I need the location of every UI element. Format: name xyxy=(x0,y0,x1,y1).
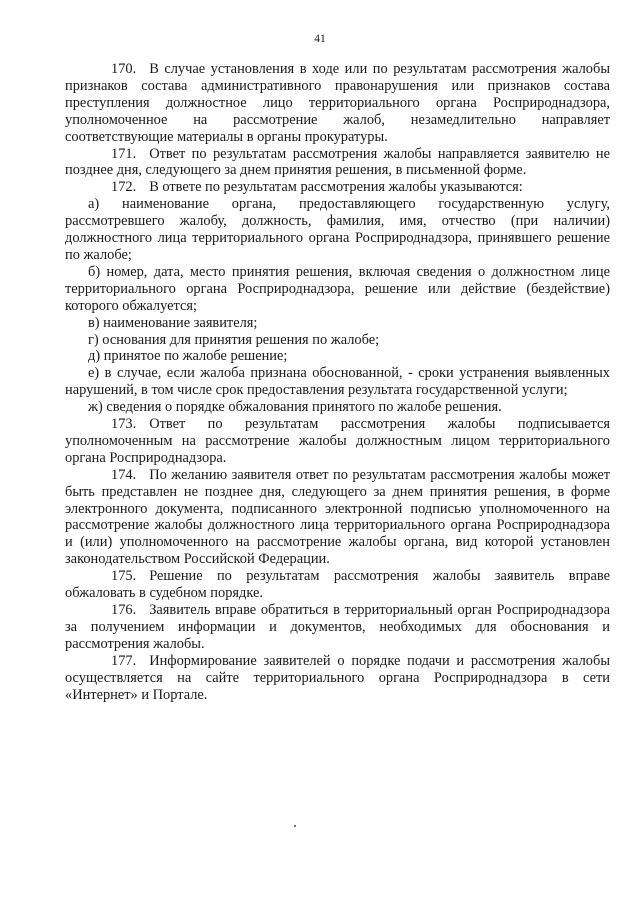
list-item-e xyxy=(65,365,610,399)
paragraph-text: Решение по результатам рассмотрения жалобы заявитель вправе обжаловать в судебном порядке. xyxy=(65,568,610,602)
paragraph-number: 177. xyxy=(111,652,137,669)
paragraph-number: 174. xyxy=(111,466,137,483)
list-item-a xyxy=(65,196,610,264)
scan-speck xyxy=(294,825,296,827)
list-item-b xyxy=(65,264,610,315)
paragraph-176 xyxy=(65,602,610,653)
paragraph-175 xyxy=(65,568,610,602)
paragraph-number: 170. xyxy=(111,61,137,77)
paragraph-number: 176. xyxy=(111,602,137,618)
paragraph-text: Ответ по результатам рассмотрения жалобы подписывается уполномоченным на рассмотрение жалобы должностным лицом территориального органа Росприроднадзора. xyxy=(65,416,610,466)
paragraph-173 xyxy=(65,416,610,467)
list-item-text: г) основания для принятия решения по жалобе; xyxy=(88,331,380,348)
page-number: 41 xyxy=(314,33,326,45)
paragraph-170 xyxy=(65,61,610,146)
list-item-d xyxy=(65,348,610,365)
list-item-text: д) принятое по жалобе решение; xyxy=(88,348,288,365)
paragraph-text: Информирование заявителей о порядке подачи и рассмотрения жалобы осуществляется на сайте территориального органа Росприроднадзора в сети «Интернет» и Портале. xyxy=(65,652,610,703)
document-body xyxy=(65,61,610,703)
paragraph-number: 175. xyxy=(111,568,137,585)
list-item-text: в) наименование заявителя; xyxy=(88,314,258,331)
list-item-zh xyxy=(65,399,610,416)
paragraph-text: Заявитель вправе обратиться в территориальный орган Росприроднадзора за получением информации и документов, необходимых для обоснования и рассмотрения жалобы. xyxy=(65,602,610,652)
paragraph-172 xyxy=(65,179,610,196)
list-item-text: ж) сведения о порядке обжалования принятого по жалобе решения. xyxy=(88,399,502,416)
paragraph-171 xyxy=(65,146,610,180)
list-item-text: б) номер, дата, место принятия решения, включая сведения о должностном лице территориального органа Росприроднадзора, решение или действие (бездействие) которого обжалуется; xyxy=(65,263,610,314)
list-item-v xyxy=(65,315,610,332)
list-item-g xyxy=(65,332,610,349)
paragraph-text: В случае установления в ходе или по результатам рассмотрения жалобы признаков состава административного правонарушения или признаков состава преступления должностное лицо территориального органа Росприроднадзора, уполномоченное на рассмотрение жалоб, незамедлительно направляет соответствующие материалы в органы прокуратуры. xyxy=(65,61,610,145)
paragraph-text: По желанию заявителя ответ по результатам рассмотрения жалобы может быть представлен не позднее дня, следующего за днем принятия решения, в форме электронного документа, подписанного электронной подписью уполномоченного на рассмотрение жалобы должностного лица территориального органа Росприроднадзора и (или) уполномоченного на рассмотрение жалобы органа, вид которой установлен законодательством Российской Федерации. xyxy=(65,466,610,568)
paragraph-number: 172. xyxy=(111,179,137,196)
list-item-text: а) наименование органа, предоставляющего государственную услугу, рассмотревшего жалобу, должность, фамилия, имя, отчество (при наличии) должностного лица территориального органа Росприроднадзора, принявшего решение по жалобе; xyxy=(65,196,610,263)
paragraph-text: В ответе по результатам рассмотрения жалобы указываются: xyxy=(149,179,523,196)
paragraph-number: 173. xyxy=(111,416,137,433)
paragraph-number: 171. xyxy=(111,145,137,162)
paragraph-174 xyxy=(65,467,610,568)
paragraph-text: Ответ по результатам рассмотрения жалобы направляется заявителю не позднее дня, следующего за днем принятия решения, в письменной форме. xyxy=(65,145,610,179)
list-item-text: е) в случае, если жалоба признана обоснованной, - сроки устранения выявленных нарушений, в том числе срок предоставления результата государственной услуги; xyxy=(65,365,610,399)
paragraph-177 xyxy=(65,653,610,704)
